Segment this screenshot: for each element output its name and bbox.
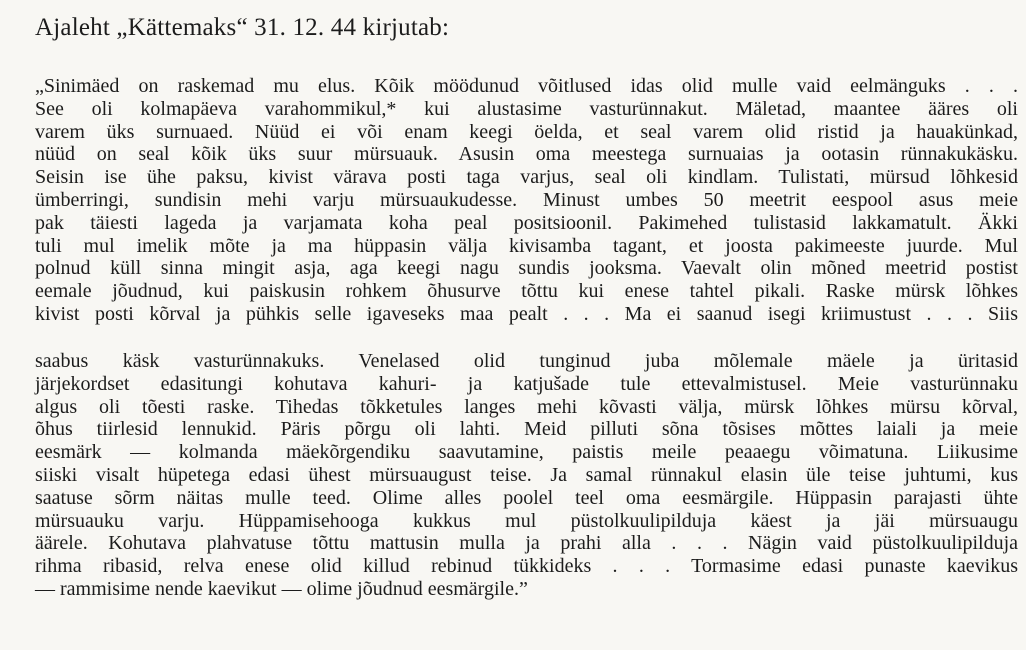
text-line: — rammisime nende kaevikut — olime jõudnud eesmärgile.” (35, 577, 528, 600)
text-line: See oli kolmapäeva varahommikul,* kui alustasime vasturünnakut. Mäletad, maantee ääres oli (35, 97, 1018, 120)
quote-paragraph-1 (35, 75, 1018, 326)
text-line: „Sinimäed on raskemad mu elus. Kõik möödunud võitlused idas olid mulle vaid eelmänguks . . . (35, 75, 1018, 97)
text-line: äärele. Kohutava plahvatuse tõttu mattusin mulla ja prahi alla . . . Nägin vaid püstolkuulipilduja (35, 532, 1018, 555)
text-line: ümberringi, sundisin mehi varju mürsuaukudesse. Minust umbes 50 meetrit eespool asus meie (35, 188, 1018, 211)
text-line: kivist posti kõrval ja pühkis selle igaveseks maa pealt . . . Ma ei saanud isegi kriimustust . . . Siis (35, 302, 1018, 325)
text-line: nüüd on seal kõik üks suur mürsuauk. Asusin oma meestega surnuaias ja ootasin rünnakukäsku. (35, 143, 1018, 166)
text-line: polnud küll sinna mingit asja, aga keegi nagu sundis jooksma. Vaevalt olin mõned meetrid postist (35, 257, 1018, 280)
document-heading: Ajaleht „Kättemaks“ 31. 12. 44 kirjutab: (35, 14, 450, 41)
text-line: eesmärk — kolmanda mäekõrgendiku saavutamine, paistis meile peaaegu võimatuna. Liikusime (35, 441, 1018, 464)
text-line: varem üks surnuaed. Nüüd ei või enam keegi öelda, et seal varem olid ristid ja hauakünkad, (35, 120, 1018, 143)
text-line: Seisin ise ühe paksu, kivist värava posti taga varjus, seal oli kindlam. Tulistati, mürsud lõhkesid (35, 166, 1018, 189)
quote-paragraph-2 (35, 350, 1018, 601)
text-line: rihma ribasid, relva enese olid killud rebinud tükkideks . . . Tormasime edasi punaste kaevikus (35, 555, 1018, 578)
text-line: eemale jõudnud, kui paiskusin rohkem õhusurve tõttu kui enese tahtel pikali. Raske mürsk lõhkes (35, 280, 1018, 303)
text-line: siiski visalt hüpetega edasi ühest mürsuaugust teise. Ja samal rünnakul elasin üle teise juhtumi, kus (35, 463, 1018, 486)
text-line: tuli mul imelik mõte ja ma hüppasin välja kivisamba tagant, et joosta pakimeeste juurde. Mul (35, 234, 1018, 257)
text-line: saatuse sõrm näitas mulle teed. Olime alles poolel teel oma eesmärgile. Hüppasin parajasti ühte (35, 486, 1018, 509)
text-line: mürsuauku varju. Hüppamisehooga kukkus mul püstolkuulipilduja käest ja jäi mürsuaugu (35, 509, 1018, 532)
text-line: pak täiesti lageda ja varjamata koha peal positsioonil. Pakimehed tulistasid lakkamatult. Äkki (35, 211, 1018, 234)
text-line: saabus käsk vasturünnakuks. Venelased olid tunginud juba mõlemale mäele ja üritasid (35, 350, 1018, 372)
text-line: õhus tiirlesid lennukid. Päris põrgu oli lahti. Meid pilluti sõna tõsises mõttes laiali ja meie (35, 418, 1018, 441)
text-line: järjekordset edasitungi kohutava kahuri- ja katjušade tule ettevalmistusel. Meie vasturünnaku (35, 372, 1018, 395)
text-line: algus oli tõesti raske. Tihedas tõkketules langes mehi kõvasti välja, mürsk lõhkes mürsu kõrval, (35, 395, 1018, 418)
